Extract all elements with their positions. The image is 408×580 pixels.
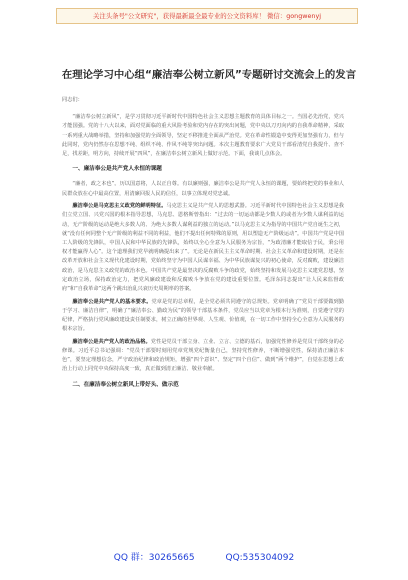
section-heading-2: 二、在廉洁奉公树立新风上带好头、做示范	[72, 381, 179, 388]
greeting: 同志们：	[62, 97, 83, 103]
paragraph-lead: 廉洁奉公是共产党人的政治品格。	[72, 338, 151, 345]
paragraph-text: 党性是党员干部立身、立业、立言、立德的基石，加强党性修养是党员干部终身的必修课。习近平总书记强调：“党员干部要时刻用党章党规党纪衡量自己，坚持党性修养，不断增强党性，保持清正廉洁本色”，要坚定理想信念，严守政治纪律和政治规矩，增强“四个意识”、坚定“四个自信”、做到“两个维护”，自觉在思想上政治上行动上同党中央保持高度一致，真正做到清正廉洁、敬业奉献。	[62, 338, 344, 373]
section-heading-1: 一、廉洁奉公是共产党人永恒的课题	[72, 166, 162, 173]
document-title: 在理论学习中心组“廉洁奉公树立新风”专题研讨交流会上的发言	[61, 69, 357, 81]
top-promo-banner: 关注头条号"公文研究"，获得最新最全最专业的公文资料库！ 微信：gongwenyj	[56, 8, 358, 24]
contact-footer	[0, 550, 408, 563]
body-paragraph-2	[62, 202, 344, 294]
qq-label: QQ:535304092	[225, 553, 295, 563]
paragraph-lead: 廉洁奉公是马克思主义政党的鲜明特征。	[72, 203, 167, 210]
body-paragraph-4	[62, 338, 344, 375]
intro-paragraph: “廉洁奉公树立新风”，是学习贯彻习近平新时代中国特色社会主义思想主题教育的具体目标之一。当国必先治党，党兴才能国强。党的十八大以来，面对党面临的重大风险考验和党内存在的突出问题，党中央以刀刃向内的自我革命精神，采取一系列重大战略举措，坚持和加强党的全面领导，坚定不移推进全面从严治党。党在革命性锻造中变得更加坚强有力，但与此同时，党内仍然存在思想不纯、组织不纯、作风不纯等突出问题。本次主题教育要求广大党员干部看清党自我提升、查不足，找差距，明方向，持续开展“四风”，在廉洁奉公树立新风上做好示范。下面，我谈几点体会。	[62, 114, 344, 158]
qq-group-label: QQ 群：30265665	[113, 553, 195, 563]
paragraph-text: 马克思主义是共产党人的思想武器。习近平新时代中国特色社会主义思想是我们立党立国、兴党兴国的根本指导思想，马克思、恩格斯曾指出：“过去的一切运动都是少数人的或者为少数人谋利益的运动，无产阶级的运动是绝大多数人的、为绝大多数人谋利益的独立的运动。”以马克思主义为指导的中国共产党自诞生之初，就“没有任何同整个无产阶级的利益不同的利益，他们不提出任何特殊的原则，用以塑造无产阶级运动”。中国共产党是中国工人阶级的先锋队，中国人民和中华民族的先锋队，始终以全心全意为人民服务为宗旨，“为政清廉才能取信于民，秉公用权才能赢得人心”。这个道理我们党早就明确提出来了”。无论是在新民主主义革命时期、社会主义革命和建设时期，还是在改革开放和社会主义现代化建设时期，党始终坚守为中国人民谋幸福、为中华民族谋复兴的初心使命，反对腐败，建设廉洁政治，是马克思主义政党的政治本色。中国共产党是最坚决的反腐败斗争的政党，始终坚持和发展马克思主义建党思想，坚定政治立场，保持政治定力，把党风廉政建设和反腐败斗争放在党的建设重要位置。毛泽东同志提出“让人民来监督政府”和“自我革命”这两个跳出治乱兴衰历史周期率的答案。	[62, 203, 344, 293]
paragraph-lead: 廉洁奉公是共产党人的基本要求。	[72, 298, 152, 305]
body-paragraph-1: “廉者，政之本也”。历以国意将，人以正自尊。有以廉则强，廉洁奉公是共产党人永恒的课题，要始终把党的事业和人民群众放在心中最高位置，用清廉回报人民的信任，以事立体现对党忠诚。	[62, 181, 344, 197]
paragraph-text: 党章是党的总章程，是全党必须共同遵守的总规矩。党章明确了“党员干部要做到勤于学习、廉洁自律”，明确了“廉洁奉公、勤政为民”的领导干部基本条件，党员应当以党章为根本行为准则，自觉遵守党的纪律，严格执行党风廉政建设责任制要求，树立正确的世界观、人生观、价值观，在一切工作中坚持全心全意为人民服务的根本宗旨。	[62, 298, 344, 333]
body-paragraph-3	[62, 298, 344, 335]
document-body	[62, 96, 344, 396]
